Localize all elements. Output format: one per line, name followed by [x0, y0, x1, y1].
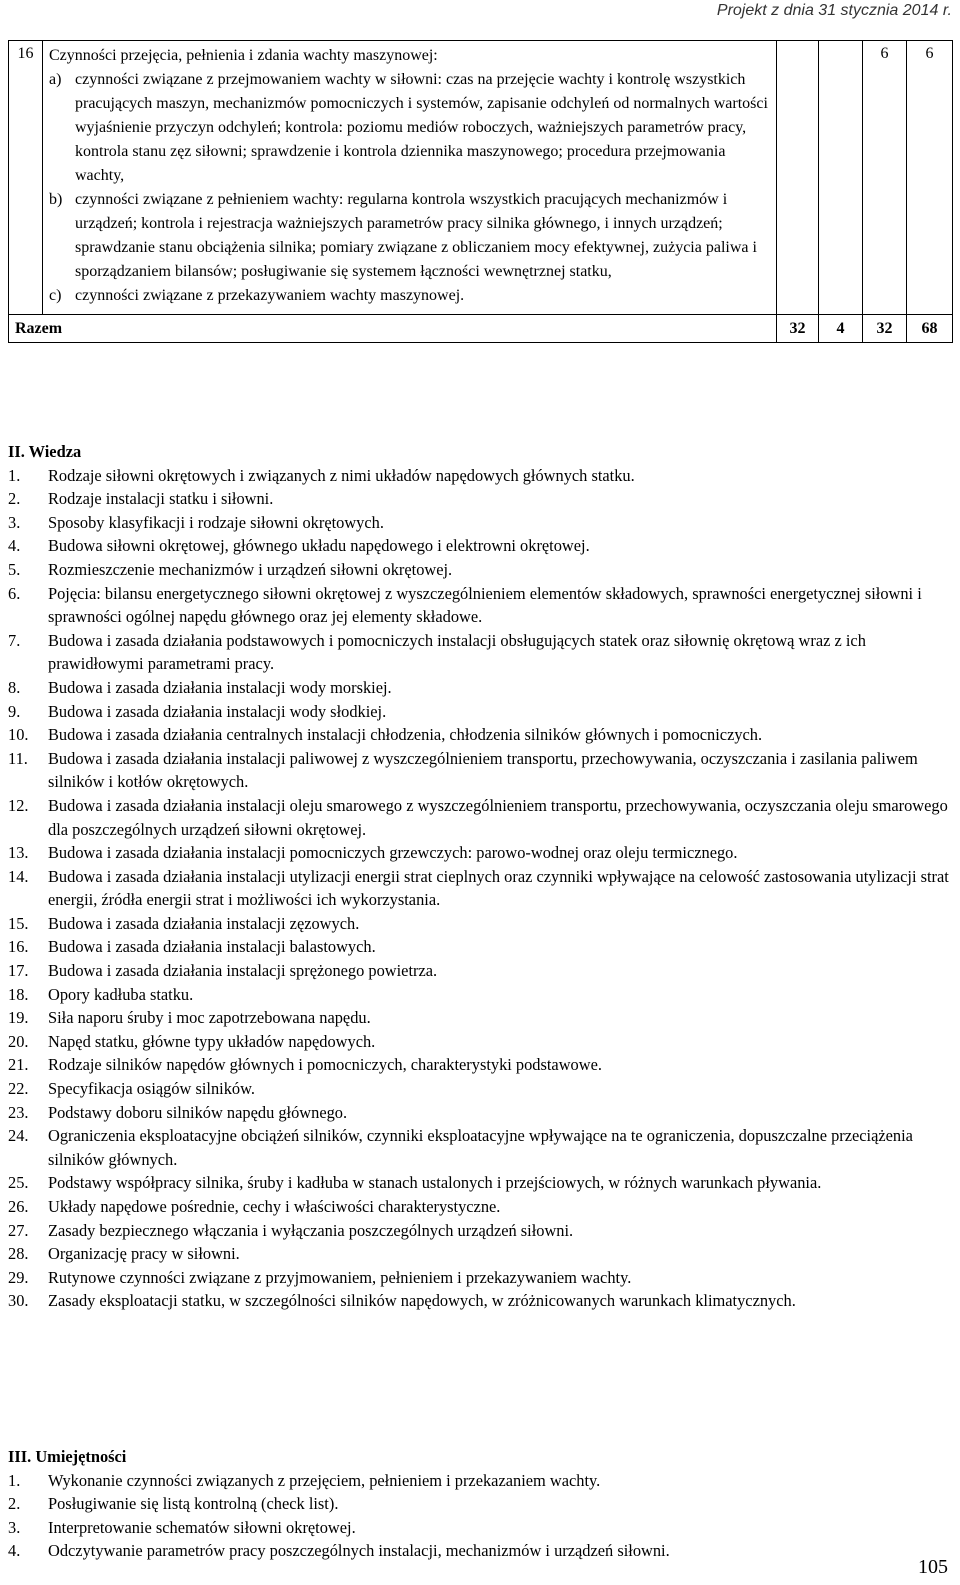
hours-cell: [777, 41, 819, 315]
list-item-number: 8.: [8, 677, 21, 697]
list-item-number: 28.: [8, 1244, 29, 1264]
list-item-number: 12.: [8, 795, 29, 815]
list-item: [8, 1195, 952, 1219]
list-item: [8, 1492, 952, 1516]
list-item: [8, 865, 952, 912]
list-item-text: Specyfikacja osiągów silników.: [48, 1079, 255, 1099]
list-item-number: 9.: [8, 701, 21, 721]
total-cell: 68: [907, 315, 953, 343]
list-item-text: Ograniczenia eksploatacyjne obciążeń silników, czynniki eksploatacyjne wpływające na te ograniczenia, dopuszczalne przeciążenia silników głównych.: [48, 1126, 913, 1169]
list-item-number: 10.: [8, 725, 29, 745]
list-item: [8, 935, 952, 959]
list-item-text: Pojęcia: bilansu energetycznego siłowni okrętowej z wyszczególnieniem elementów składowych, sprawności energetycznej siłowni i sprawności ogólnej napędu głównego oraz jej elementy składowe.: [48, 583, 922, 627]
list-item-text: Posługiwanie się listą kontrolną (check list).: [48, 1494, 339, 1514]
list-item-number: 1.: [8, 1470, 21, 1490]
list-item: [8, 1266, 952, 1290]
list-item-number: 1.: [8, 465, 21, 485]
list-item-text: Budowa i zasada działania instalacji sprężonego powietrza.: [48, 961, 438, 981]
page-number: 105: [918, 1556, 948, 1578]
list-item-number: 17.: [8, 961, 29, 981]
knowledge-section: [8, 440, 952, 1313]
total-row: [9, 315, 953, 343]
list-item: [8, 1516, 952, 1540]
total-label: Razem: [9, 315, 777, 343]
list-item-text: Budowa i zasada działania centralnych instalacji chłodzenia, chłodzenia silników głównych i pomocniczych.: [48, 725, 763, 745]
subitem-text: czynności związane z przekazywaniem wachty maszynowej.: [75, 287, 465, 304]
subitem-label: a): [49, 71, 62, 88]
list-item: [8, 959, 952, 983]
list-item-number: 15.: [8, 913, 29, 933]
list-item: [8, 1219, 952, 1243]
list-item-number: 11.: [8, 748, 28, 768]
hours-cell: 6: [863, 41, 907, 315]
subitem-label: c): [49, 287, 62, 304]
list-item-text: Interpretowanie schematów siłowni okrętowej.: [48, 1517, 356, 1537]
list-item-number: 20.: [8, 1031, 29, 1051]
list-item-text: Organizację pracy w siłowni.: [48, 1244, 240, 1264]
list-item-text: Siła naporu śruby i moc zapotrzebowana napędu.: [48, 1008, 371, 1028]
list-item-text: Budowa siłowni okrętowej, głównego układu napędowego i elektrowni okrętowej.: [48, 536, 590, 556]
skills-section: [8, 1445, 952, 1563]
subitem-a: [49, 68, 772, 188]
knowledge-list: [8, 464, 952, 1313]
row-content: [43, 41, 777, 315]
list-item-number: 27.: [8, 1220, 29, 1240]
page-header: Projekt z dnia 31 stycznia 2014 r.: [716, 2, 952, 19]
list-item: [8, 1469, 952, 1493]
list-item: [8, 723, 952, 747]
list-item-number: 25.: [8, 1173, 29, 1193]
list-item-text: Budowa i zasada działania instalacji balastowych.: [48, 937, 376, 957]
list-item-text: Budowa i zasada działania instalacji wody słodkiej.: [48, 701, 387, 721]
list-item-text: Budowa i zasada działania podstawowych i pomocniczych instalacji obsługujących statek oraz siłownię okrętową wraz z ich prawidłowymi parametrami pracy.: [48, 630, 866, 674]
list-item-text: Układy napędowe pośrednie, cechy i właściwości charakterystyczne.: [48, 1197, 501, 1216]
list-item-number: 21.: [8, 1055, 29, 1075]
list-item-text: Budowa i zasada działania instalacji wody morskiej.: [48, 677, 392, 697]
subitem-label: b): [49, 191, 63, 208]
hours-cell: [819, 41, 863, 315]
list-item-number: 6.: [8, 583, 21, 603]
subitem-b: [49, 188, 772, 284]
row-number: 16: [9, 41, 43, 315]
list-item-number: 16.: [8, 937, 29, 957]
list-item-number: 22.: [8, 1079, 29, 1099]
list-item-number: 30.: [8, 1291, 29, 1311]
list-item-number: 4.: [8, 1541, 21, 1561]
list-item: [8, 1242, 952, 1266]
list-item-text: Podstawy doboru silników napędu głównego.: [48, 1102, 348, 1122]
list-item-text: Wykonanie czynności związanych z przejęciem, pełnieniem i przekazaniem wachty.: [48, 1470, 601, 1490]
list-item-text: Zasady bezpiecznego włączania i wyłączania poszczególnych urządzeń siłowni.: [48, 1220, 574, 1240]
list-item: [8, 1053, 952, 1077]
skills-list: [8, 1469, 952, 1563]
total-cell: 32: [863, 315, 907, 343]
list-item: [8, 676, 952, 700]
list-item-text: Budowa i zasada działania instalacji oleju smarowego z wyszczególnieniem transportu, przechowywania, oczyszczania oleju smarowego dla poszczególnych urządzeń siłowni okrętowej.: [48, 795, 948, 839]
list-item: [8, 582, 952, 629]
row-title: Czynności przejęcia, pełnienia i zdania wachty maszynowej:: [49, 47, 438, 64]
list-item-number: 19.: [8, 1008, 29, 1028]
subitem-text: czynności związane z przejmowaniem wachty w siłowni: czas na przejęcie wachty i kontrolę wszystkich pracujących maszyn, mechanizmów pomocniczych i systemów, zapisanie odchyleń od normalnych wartości wyjaśnienie przyczyn odchyleń; kontrola: poziomu mediów roboczych, ważniejszych parametrów pracy, kontrola stanu zęz siłowni; sprawdzenie i kontrola dziennika maszynowego; procedura przejmowania wachty,: [75, 71, 768, 184]
list-item: [8, 794, 952, 841]
list-item-number: 18.: [8, 984, 29, 1004]
list-item: [8, 841, 952, 865]
list-item: [8, 1539, 952, 1563]
list-item-text: Rozmieszczenie mechanizmów i urządzeń siłowni okrętowej.: [48, 559, 453, 579]
hours-table: [8, 40, 953, 343]
table-row: [9, 41, 953, 315]
list-item-number: 3.: [8, 512, 21, 532]
list-item-number: 29.: [8, 1267, 29, 1287]
list-item-number: 14.: [8, 866, 29, 886]
list-item-text: Napęd statku, główne typy układów napędowych.: [48, 1031, 376, 1051]
list-item: [8, 1171, 952, 1195]
list-item-text: Zasady eksploatacji statku, w szczególności silników napędowych, w zróżnicowanych warunkach klimatycznych.: [48, 1291, 796, 1311]
total-cell: 4: [819, 315, 863, 343]
list-item-number: 4.: [8, 536, 21, 556]
list-item: [8, 487, 952, 511]
list-item-number: 5.: [8, 559, 21, 579]
list-item-number: 2.: [8, 489, 21, 509]
list-item: [8, 912, 952, 936]
list-item-text: Rutynowe czynności związane z przyjmowaniem, pełnieniem i przekazywaniem wachty.: [48, 1267, 632, 1287]
list-item: [8, 747, 952, 794]
list-item: [8, 464, 952, 488]
list-item: [8, 1124, 952, 1171]
list-item: [8, 558, 952, 582]
list-item-number: 2.: [8, 1494, 21, 1514]
list-item-text: Rodzaje siłowni okrętowych i związanych z nimi układów napędowych głównych statku.: [48, 465, 635, 485]
list-item-number: 7.: [8, 630, 21, 650]
list-item: [8, 1006, 952, 1030]
list-item-text: Podstawy współpracy silnika, śruby i kadłuba w stanach ustalonych i przejściowych, w różnych warunkach pływania.: [48, 1173, 822, 1193]
list-item: [8, 1030, 952, 1054]
list-item: [8, 629, 952, 676]
list-item-text: Rodzaje instalacji statku i siłowni.: [48, 489, 274, 509]
list-item-text: Budowa i zasada działania instalacji utylizacji energii strat cieplnych oraz czynniki wpływające na celowość zastosowania utylizacji strat energii, źródła energii strat i możliwości ich wykorzystania.: [48, 866, 949, 910]
section-heading: II. Wiedza: [8, 442, 82, 461]
list-item-text: Opory kadłuba statku.: [48, 984, 194, 1004]
list-item-text: Budowa i zasada działania instalacji paliwowej z wyszczególnieniem transportu, przechowywania, oczyszczania i zasilania paliwem silników i kotłów okrętowych.: [48, 748, 918, 792]
list-item: [8, 983, 952, 1007]
list-item-text: Sposoby klasyfikacji i rodzaje siłowni okrętowych.: [48, 512, 384, 532]
list-item-number: 24.: [8, 1126, 29, 1146]
list-item-text: Budowa i zasada działania instalacji pomocniczych grzewczych: parowo-wodnej oraz oleju termicznego.: [48, 843, 738, 863]
total-cell: 32: [777, 315, 819, 343]
list-item-number: 13.: [8, 843, 29, 863]
hours-cell: 6: [907, 41, 953, 315]
section-heading: III. Umiejętności: [8, 1447, 127, 1466]
list-item-number: 23.: [8, 1102, 29, 1122]
list-item-number: 26.: [8, 1197, 29, 1216]
subitem-c: [49, 284, 772, 308]
list-item: [8, 511, 952, 535]
list-item-text: Rodzaje silników napędów głównych i pomocniczych, charakterystyki podstawowe.: [48, 1055, 602, 1075]
list-item: [8, 1101, 952, 1125]
list-item-number: 3.: [8, 1517, 21, 1537]
list-item-text: Odczytywanie parametrów pracy poszczególnych instalacji, mechanizmów i urządzeń siłowni.: [48, 1541, 670, 1561]
list-item: [8, 700, 952, 724]
list-item: [8, 1289, 952, 1313]
list-item-text: Budowa i zasada działania instalacji zęzowych.: [48, 913, 360, 933]
list-item: [8, 534, 952, 558]
list-item: [8, 1077, 952, 1101]
subitem-text: czynności związane z pełnieniem wachty: regularna kontrola wszystkich pracujących mechanizmów i urządzeń; kontrola i rejestracja ważniejszych parametrów pracy silnika głównego, i innych urządzeń; sprawdzanie stanu obciążenia silnika; pomiary związane z obliczaniem mocy efektywnej, zużycia paliwa i sporządzaniem bilansów; posługiwanie się systemem łączności wewnętrznej statku,: [75, 191, 757, 280]
